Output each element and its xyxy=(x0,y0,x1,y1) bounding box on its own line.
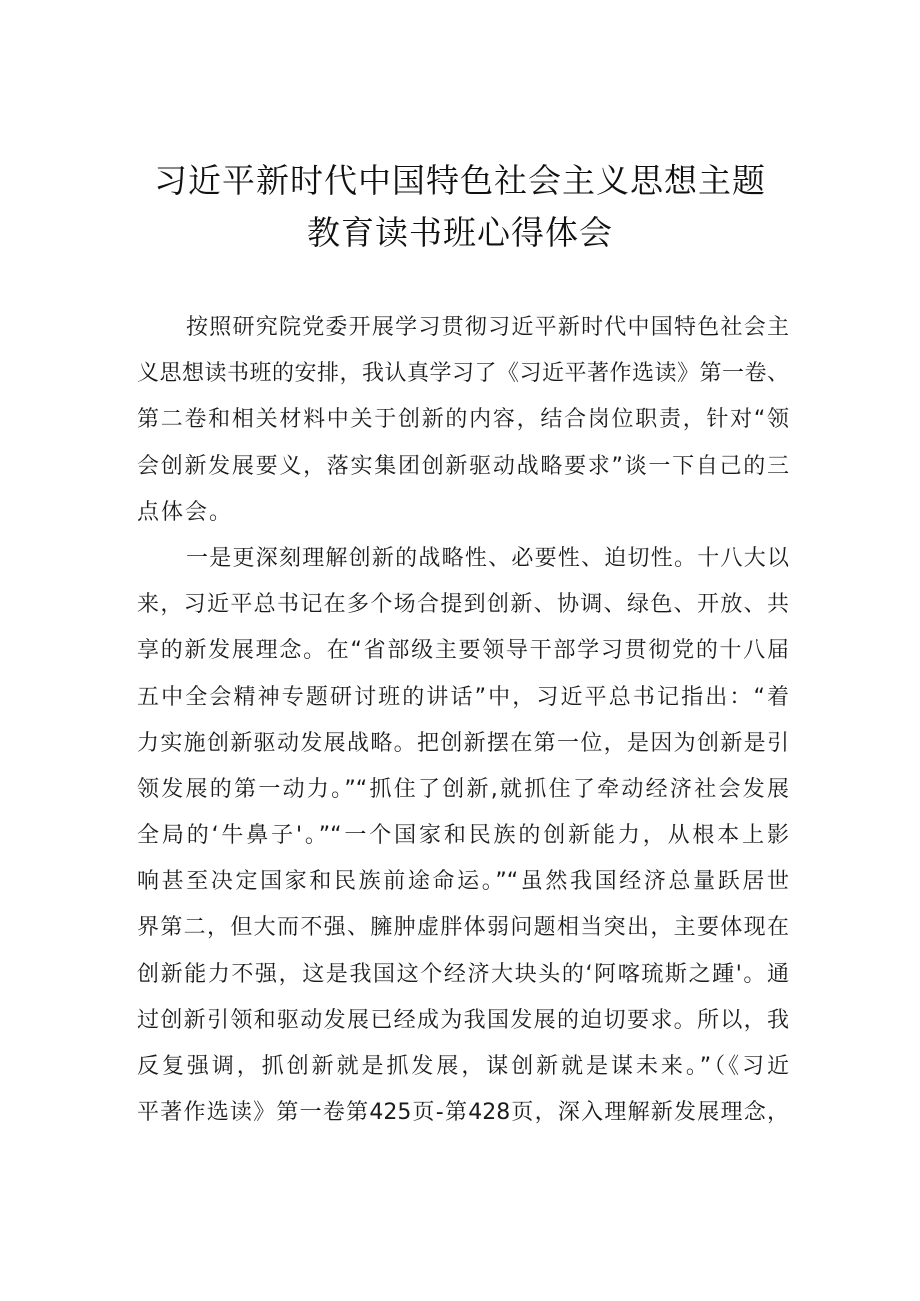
paragraph-2-line: 响甚至决定国家和民族前途命运。”“虽然我国经济总量跃居世 xyxy=(137,869,789,895)
document-body xyxy=(137,305,789,1136)
title-line-1: 习近平新时代中国特色社会主义思想主题 xyxy=(154,161,766,200)
paragraph-2-line: 过创新引领和驱动发展已经成为我国发展的迫切要求。所以，我 xyxy=(137,1007,789,1033)
paragraph-2-line: 领发展的第一动力。”“抓住了创新,就抓住了牵动经济社会发展 xyxy=(137,776,789,802)
paragraph-2-line: 一是更深刻理解创新的战略性、必要性、迫切性。十八大以 xyxy=(186,545,789,571)
paragraph-2-line: 创新能力不强，这是我国这个经济大块头的‘阿喀琉斯之踵'。通 xyxy=(137,961,789,987)
paragraph-1-line: 义思想读书班的安排，我认真学习了《习近平著作选读》第一卷、 xyxy=(137,361,789,387)
paragraph-2-line: 力实施创新驱动发展战略。把创新摆在第一位，是因为创新是引 xyxy=(137,730,789,756)
paragraph-2-line: 全局的‘牛鼻子'。”“一个国家和民族的创新能力，从根本上影 xyxy=(137,823,789,849)
paragraph-2-line: 反复强调，抓创新就是抓发展，谋创新就是谋未来。”（《习近 xyxy=(137,1054,789,1079)
title-line-2: 教育读书班心得体会 xyxy=(307,213,613,252)
paragraph-1-line: 第二卷和相关材料中关于创新的内容，结合岗位职责，针对“领 xyxy=(137,407,789,433)
paragraph-1-line: 会创新发展要义，落实集团创新驱动战略要求”谈一下自己的三 xyxy=(137,453,789,479)
paragraph-1-line: 点体会。 xyxy=(137,499,234,525)
paragraph-2-line: 平著作选读》第一卷第425页-第428页，深入理解新发展理念， xyxy=(137,1100,789,1126)
document-title xyxy=(0,155,920,259)
paragraph-2-line: 享的新发展理念。在“省部级主要领导干部学习贯彻党的十八届 xyxy=(137,638,789,664)
paragraph-1-line: 按照研究院党委开展学习贯彻习近平新时代中国特色社会主 xyxy=(186,315,789,340)
paragraph-2-line: 来，习近平总书记在多个场合提到创新、协调、绿色、开放、共 xyxy=(137,592,789,618)
paragraph-2-line: 五中全会精神专题研讨班的讲话”中，习近平总书记指出：“着 xyxy=(137,684,789,710)
paragraph-2-line: 界第二，但大而不强、臃肿虚胖体弱问题相当突出，主要体现在 xyxy=(137,915,789,941)
